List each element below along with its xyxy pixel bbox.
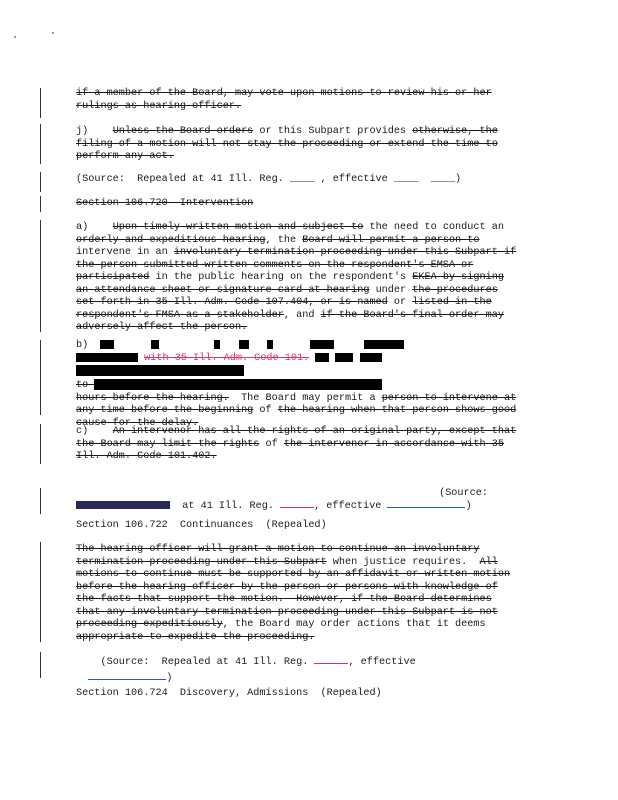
paragraph-a (76, 222, 548, 335)
redaction-block (239, 340, 249, 349)
text-line: orderly and expeditious hearing (76, 234, 266, 246)
text-line: filing of a motion will not stay the proceeding or extend the time to (76, 138, 498, 150)
text-line: motions to continue must be supported by an affidavit or written motion (76, 569, 511, 580)
revision-bar (40, 424, 41, 464)
source-text: , effective (314, 501, 388, 512)
source-note-2 (76, 498, 548, 514)
redaction-block (76, 353, 138, 362)
redaction-block (94, 379, 382, 390)
text-line: if the Board's final order may (320, 309, 504, 321)
redaction-block (76, 365, 244, 376)
text-line: perform any act. (76, 151, 174, 162)
text-line: in the public hearing on the respondent's (149, 272, 413, 283)
text-line: that any involuntary termination proceeding under this Subpart is not (76, 606, 498, 618)
blank-register-number (280, 498, 314, 508)
section-heading-106-722 (76, 520, 548, 533)
revision-bar (40, 220, 41, 332)
text-line: the intervenor in accordance with 35 (283, 438, 504, 450)
text-line: hours before the hearing. (76, 392, 229, 404)
redaction-block (315, 353, 329, 362)
text-line: The hearing officer will grant a motion to continue an involuntary (76, 544, 480, 555)
revision-bar (40, 542, 41, 642)
text-line: The Board may permit a (228, 392, 382, 404)
text-line: Board will permit a person to (302, 234, 480, 246)
redaction-block (360, 353, 382, 362)
text-line: person to intervene at (381, 392, 517, 404)
text-line: the procedures (412, 284, 498, 296)
source-text: (Source: Repealed at 41 Ill. Reg. (100, 657, 315, 668)
text-line: the hearing when that person shows good (277, 405, 517, 417)
text-line: participated (76, 272, 150, 283)
text-line: cause for the delay. (76, 417, 199, 429)
text-line: any time before the beginning (76, 405, 254, 417)
text-line: or (387, 297, 413, 308)
revision-bar (40, 340, 41, 415)
redaction-block (364, 340, 404, 349)
source-note (76, 174, 548, 187)
revision-bar (40, 88, 41, 118)
text-line: EKEA by signing (412, 272, 504, 283)
revision-bar (40, 196, 41, 212)
text-line: Unless the Board orders (112, 126, 254, 137)
text-line: the facts that support the motion. However, if the Board determines (76, 594, 492, 605)
paragraph-continuances (76, 544, 548, 644)
source-label: (Source: (439, 488, 488, 499)
redaction-block (76, 501, 170, 509)
redaction-block (100, 340, 114, 349)
source-text: at 41 Ill. Reg. (176, 501, 281, 512)
text-line: Upon timely written motion and subject to (112, 222, 364, 233)
paragraph-b (76, 340, 548, 430)
paragraph-board-member (76, 88, 548, 113)
text-line: under (369, 284, 413, 296)
revision-bar (40, 124, 41, 164)
source-text: (Source: Repealed at 41 Ill. Reg. ____ , effective ____ ____) (76, 174, 462, 185)
paragraph-label: b) (76, 340, 89, 352)
redaction-block (267, 340, 273, 349)
paragraph-label: c) (76, 426, 113, 437)
text-line: , and (283, 309, 321, 321)
redaction-block (214, 340, 220, 349)
text-line: of (259, 438, 284, 450)
text-line: to (76, 380, 95, 392)
source-text: ) (465, 501, 472, 512)
text-line: the need to conduct an (363, 222, 504, 233)
redaction-block (310, 340, 334, 349)
source-text: , effective (348, 657, 416, 668)
source-note-3 (76, 654, 548, 685)
text-line: rulings as hearing officer. (76, 100, 242, 112)
text-line: listed in the (412, 297, 492, 308)
section-title: Section 106.722 Continuances (Repealed) (76, 520, 327, 531)
paragraph-label: j) (76, 126, 113, 137)
blank-effective-date (387, 498, 465, 508)
text-line: when justice requires. (326, 556, 480, 568)
text-line: involuntary termination proceeding under this Subpart if (173, 247, 517, 258)
text-line: with 35 Ill. Adm. Code 101. (144, 352, 310, 364)
paragraph-c (76, 426, 548, 464)
text-line: Ill. Adm. Code 101.402. (76, 451, 217, 462)
text-line: an attendance sheet or signature card at hearing (76, 284, 370, 296)
text-line: if a member of the Board, may vote upon motions to review his or her (76, 88, 492, 99)
text-line: respondent's FMSA as a stakeholder (76, 309, 284, 321)
text-line: adversely affect the person. (76, 322, 248, 333)
text-line: or this Subpart provides (253, 126, 413, 137)
section-heading-106-724 (76, 688, 548, 701)
redaction-block (335, 353, 353, 362)
text-line: All (479, 556, 498, 568)
text-line: of (253, 405, 278, 417)
section-title: Section 106.724 Discovery, Admissions (Repealed) (76, 688, 382, 699)
text-line: An intervenor has all the rights of an original party, except that (112, 426, 517, 437)
revision-bar (40, 488, 41, 514)
text-line: intervene in an (76, 247, 174, 258)
text-line: before the hearing officer by the person or persons with knowledge of (76, 581, 498, 593)
revision-bar (40, 652, 41, 678)
source-text: ) (166, 672, 173, 684)
scan-speck (14, 36, 16, 38)
text-line: , the Board may order actions that it deems (222, 619, 492, 630)
scan-speck (52, 32, 54, 34)
section-title: Section 106.720 Intervention (76, 198, 254, 209)
text-line: otherwise, the (412, 126, 498, 137)
paragraph-label: a) (76, 222, 113, 233)
text-line: the person submitted written comments on the respondent's EMSA or (76, 259, 474, 271)
text-line: set forth in 35 Ill. Adm. Code 107.404, or is named (76, 297, 388, 308)
paragraph-j (76, 126, 548, 164)
blank-register-number (314, 654, 348, 664)
text-line: , the (265, 234, 303, 246)
text-line: proceeding expeditiously (76, 619, 223, 630)
text-line: the Board may limit the rights (76, 438, 260, 450)
redaction-block (151, 340, 159, 349)
revision-bar (40, 172, 41, 192)
blank-effective-date (88, 670, 166, 680)
text-line: appropriate to expedite the proceeding. (76, 631, 315, 643)
section-heading-106-720 (76, 198, 548, 211)
text-line: termination proceeding under this Subpart (76, 556, 327, 568)
